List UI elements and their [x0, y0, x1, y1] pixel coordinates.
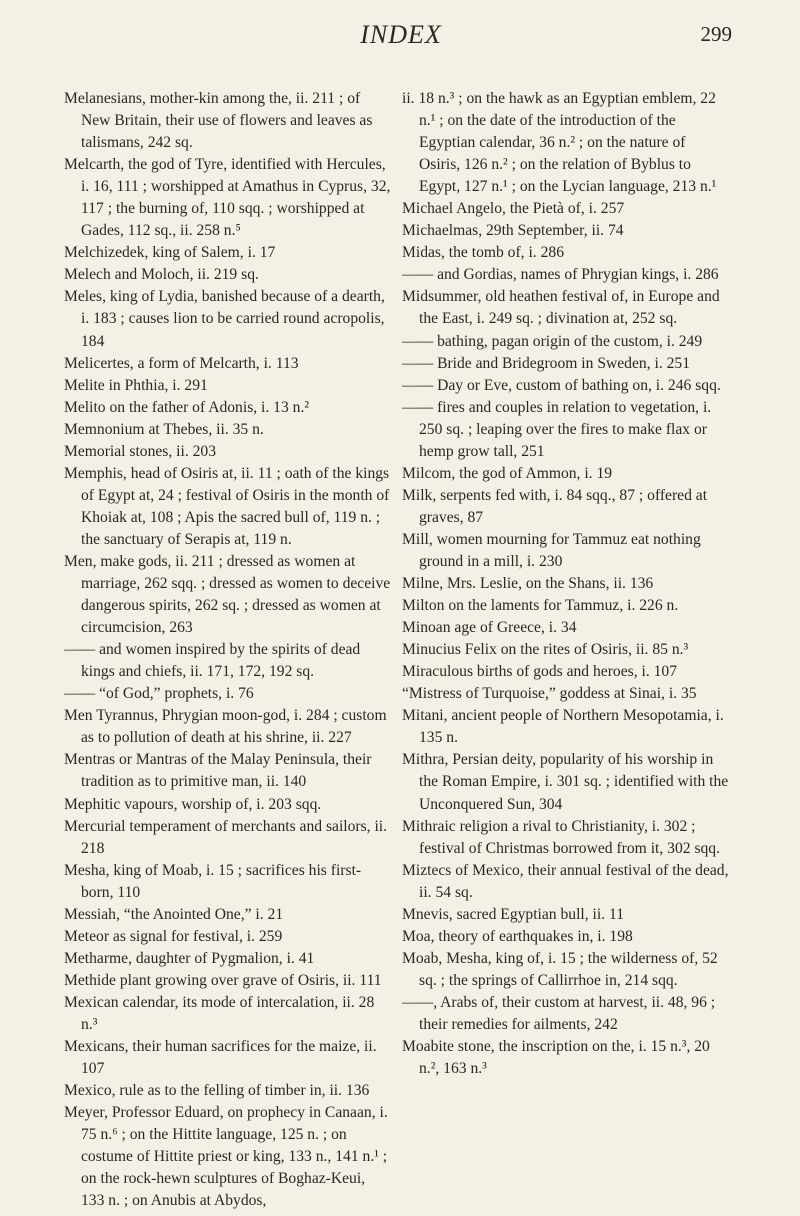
index-entry: —— “of God,” prophets, i. 76 [64, 685, 254, 703]
index-entry: Mentras or Mantras of the Malay Peninsula, their tradition as to primitive man, ii. 140 [64, 751, 372, 791]
index-entry: Michaelmas, 29th September, ii. 74 [402, 222, 624, 240]
index-entry: Midsummer, old heathen festival of, in Europe and the East, i. 249 sq. ; divination at, 252 sq. [402, 288, 720, 328]
index-entry: Melito on the father of Adonis, i. 13 n.² [64, 398, 310, 416]
index-entry: Moabite stone, the inscription on the, i. 15 n.³, 20 n.², 163 n.³ [402, 1038, 710, 1078]
index-entry: Melech and Moloch, ii. 219 sq. [64, 266, 259, 284]
index-entry: Meteor as signal for festival, i. 259 [64, 927, 283, 945]
index-entry: Melcarth, the god of Tyre, identified with Hercules, i. 16, 111 ; worshipped at Amathus in Cyprus, 32, 117 ; the burning of, 110 sqq. ; worshipped at Gades, 112 sq., ii. 258 n.⁵ [64, 156, 391, 240]
index-column-left [64, 88, 392, 1212]
index-entry: Minucius Felix on the rites of Osiris, ii. 85 n.³ [402, 641, 689, 659]
index-entry: Michael Angelo, the Pietà of, i. 257 [402, 200, 625, 218]
index-entry: Methide plant growing over grave of Osiris, ii. 111 [64, 971, 382, 989]
index-entry: Mithraic religion a rival to Christianity, i. 302 ; festival of Christmas borrowed from it, 302 sqq. [402, 817, 721, 857]
index-entry: Meles, king of Lydia, banished because of a dearth, i. 183 ; causes lion to be carried round acropolis, 184 [64, 288, 385, 350]
index-entry: Melchizedek, king of Salem, i. 17 [64, 244, 276, 262]
index-entry: —— fires and couples in relation to vegetation, i. 250 sq. ; leaping over the fires to make flax or hemp grow tall, 251 [402, 398, 712, 460]
index-entry: Mitani, ancient people of Northern Mesopotamia, i. 135 n. [402, 707, 724, 747]
index-entry: Moa, theory of earthquakes in, i. 198 [402, 927, 633, 945]
index-entry: Melanesians, mother-kin among the, ii. 211 ; of New Britain, their use of flowers and leaves as talismans, 242 sq. [64, 90, 373, 152]
index-entry: Miraculous births of gods and heroes, i. 107 [402, 663, 678, 681]
running-head: INDEX [360, 20, 442, 49]
index-entry: Mithra, Persian deity, popularity of his worship in the Roman Empire, i. 301 sq. ; identified with the Unconquered Sun, 304 [402, 751, 729, 813]
index-entry: Mesha, king of Moab, i. 15 ; sacrifices his first-born, 110 [64, 861, 362, 901]
index-entry: —— and Gordias, names of Phrygian kings, i. 286 [402, 266, 719, 284]
page-number: 299 [700, 22, 732, 46]
index-entry: Memnonium at Thebes, ii. 35 n. [64, 420, 264, 438]
index-entry: —— bathing, pagan origin of the custom, i. 249 [402, 332, 703, 350]
index-entry: Mexico, rule as to the felling of timber in, ii. 136 [64, 1082, 370, 1100]
index-entry: ——, Arabs of, their custom at harvest, ii. 48, 96 ; their remedies for ailments, 242 [402, 993, 716, 1033]
index-entry: Messiah, “the Anointed One,” i. 21 [64, 905, 284, 923]
index-entry: Moab, Mesha, king of, i. 15 ; the wilderness of, 52 sq. ; the springs of Callirrhoe in, 214 sqq. [402, 949, 718, 989]
index-entry: Milk, serpents fed with, i. 84 sqq., 87 ; offered at graves, 87 [402, 486, 708, 526]
index-entry: Meyer, Professor Eduard, on prophecy in Canaan, i. 75 n.⁶ ; on the Hittite language, 125 n. ; on costume of Hittite priest or king, 133 n., 141 n.¹ ; on the rock-hewn sculptures of Boghaz-Keui, 133 n. ; on Anubis at Abydos, [64, 1104, 388, 1210]
index-entry: Melite in Phthia, i. 291 [64, 376, 208, 394]
index-entry: —— Bride and Bridegroom in Sweden, i. 251 [402, 354, 691, 372]
index-entry: Midas, the tomb of, i. 286 [402, 244, 564, 262]
index-entry: Milton on the laments for Tammuz, i. 226 n. [402, 597, 679, 615]
index-column-right [402, 88, 730, 1080]
index-entry: Mexican calendar, its mode of intercalation, ii. 28 n.³ [64, 993, 375, 1033]
index-entry: Mnevis, sacred Egyptian bull, ii. 11 [402, 905, 625, 923]
page-header [70, 20, 732, 56]
index-entry: Mercurial temperament of merchants and sailors, ii. 218 [64, 817, 388, 857]
index-entry: —— and women inspired by the spirits of dead kings and chiefs, ii. 171, 172, 192 sq. [64, 641, 361, 681]
index-entry: Memphis, head of Osiris at, ii. 11 ; oath of the kings of Egypt at, 24 ; festival of Osiris in the month of Khoiak at, 108 ; Apis the sacred bull of, 119 n. ; the sanctuary of Serapis at, 119 n. [64, 464, 390, 548]
index-entry: Memorial stones, ii. 203 [64, 442, 217, 460]
index-entry: Milcom, the god of Ammon, i. 19 [402, 464, 613, 482]
index-entry: ii. 18 n.³ ; on the hawk as an Egyptian emblem, 22 n.¹ ; on the date of the introduction of the Egyptian calendar, 36 n.² ; on the nature of Osiris, 126 n.² ; on the relation of Byblus to Egypt, 127 n.¹ ; on the Lycian language, 213 n.¹ [402, 90, 717, 196]
index-entry: “Mistress of Turquoise,” goddess at Sinai, i. 35 [402, 685, 697, 703]
index-entry: Mexicans, their human sacrifices for the maize, ii. 107 [64, 1038, 377, 1078]
index-entry: Milne, Mrs. Leslie, on the Shans, ii. 136 [402, 575, 654, 593]
index-entry: Mill, women mourning for Tammuz eat nothing ground in a mill, i. 230 [402, 530, 701, 570]
index-entry: Men, make gods, ii. 211 ; dressed as women at marriage, 262 sqq. ; dressed as women to deceive dangerous spirits, 262 sq. ; dressed as women at circumcision, 263 [64, 552, 391, 637]
index-entry: Minoan age of Greece, i. 34 [402, 619, 577, 637]
index-entry: Mephitic vapours, worship of, i. 203 sqq. [64, 795, 322, 813]
index-entry: Melicertes, a form of Melcarth, i. 113 [64, 354, 299, 372]
index-entry: Miztecs of Mexico, their annual festival of the dead, ii. 54 sq. [402, 861, 729, 901]
index-entry: —— Day or Eve, custom of bathing on, i. 246 sqq. [402, 376, 721, 394]
index-entry: Men Tyrannus, Phrygian moon-god, i. 284 ; custom as to pollution of death at his shrine, ii. 227 [64, 707, 387, 747]
index-entry: Metharme, daughter of Pygmalion, i. 41 [64, 949, 315, 967]
